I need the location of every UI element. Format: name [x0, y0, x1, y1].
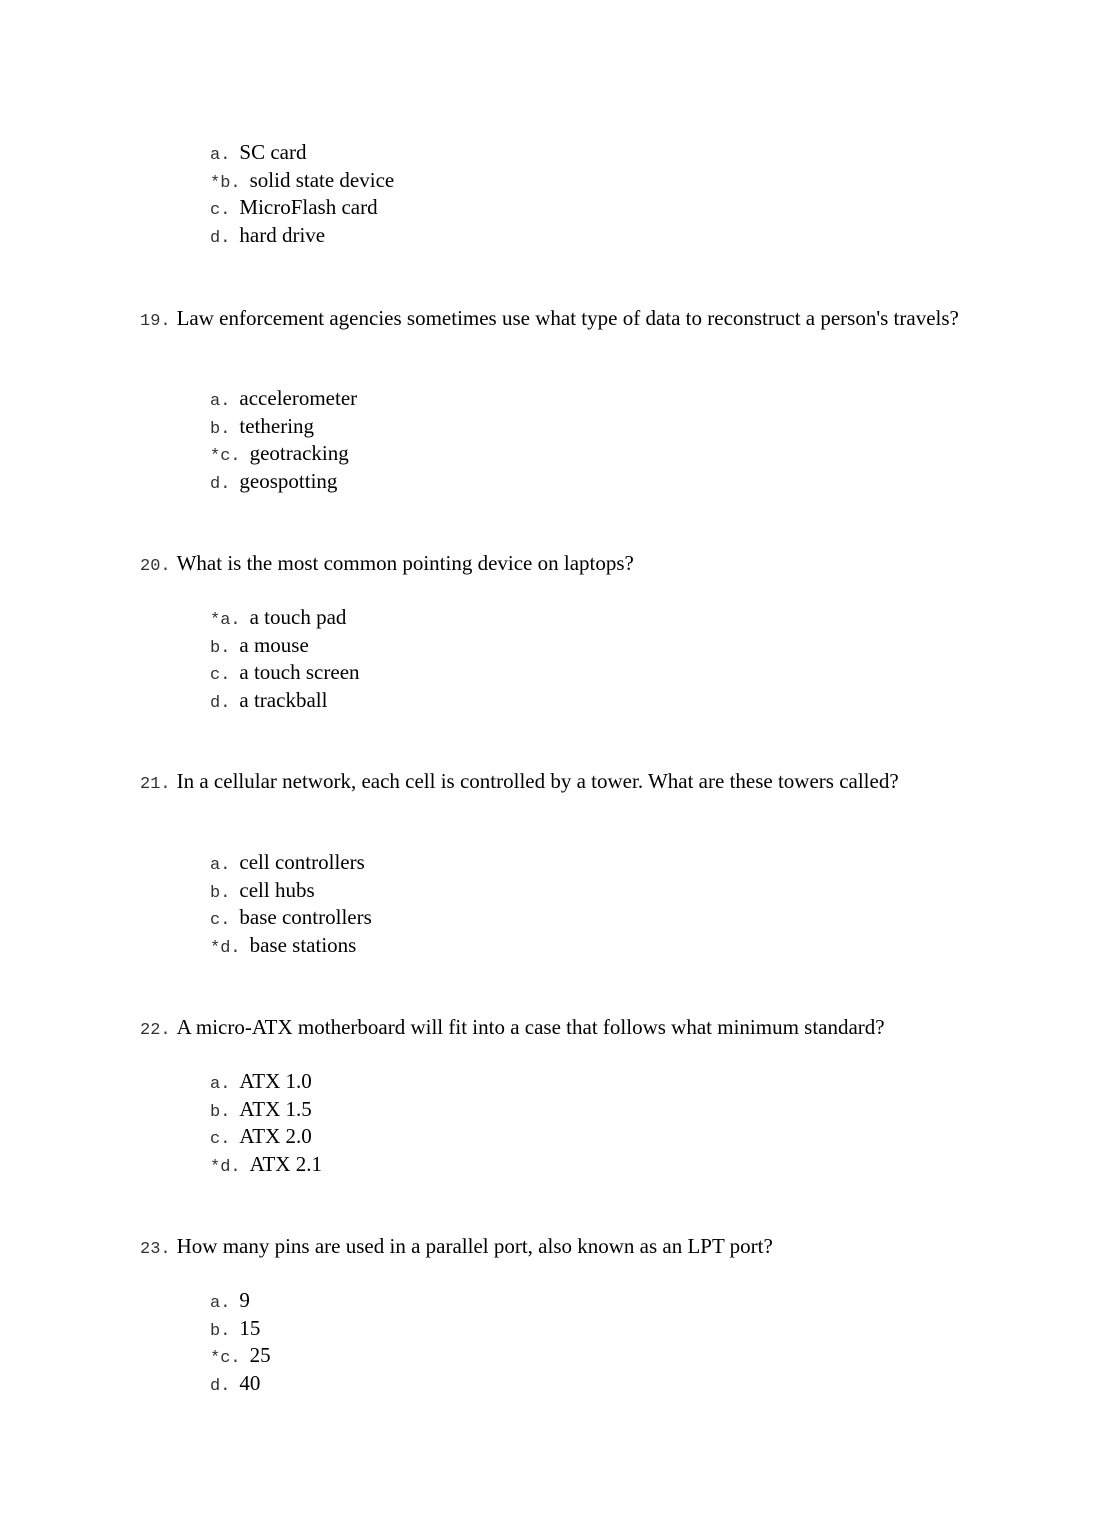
question-number: 21.	[140, 775, 171, 794]
option-text: a mouse	[239, 632, 309, 657]
option-letter: b.	[210, 419, 231, 439]
option-letter: d.	[210, 474, 231, 494]
option-text: geotracking	[249, 441, 349, 465]
question-text: A micro-ATX motherboard will fit into a case that follows what minimum standard?	[176, 1015, 885, 1039]
option-c-correct	[210, 440, 357, 468]
option-letter: c.	[210, 911, 231, 930]
question-number: 23.	[140, 1240, 171, 1259]
question-text: Law enforcement agencies sometimes use what type of data to reconstruct a person's travels?	[176, 306, 959, 330]
option-b	[210, 1096, 322, 1124]
question-19	[140, 305, 990, 335]
option-c	[210, 659, 360, 687]
option-letter: a.	[210, 1294, 231, 1313]
option-text: base controllers	[239, 905, 372, 929]
question-text: In a cellular network, each cell is controlled by a tower. What are these towers called?	[176, 769, 899, 793]
question-20-options	[210, 604, 360, 714]
option-letter: a.	[210, 392, 231, 411]
option-letter: *a.	[210, 611, 241, 630]
option-text: cell controllers	[239, 850, 365, 874]
option-c-correct	[210, 1342, 271, 1370]
option-letter: *d.	[210, 938, 241, 958]
option-a	[210, 1068, 322, 1096]
option-letter: b.	[210, 883, 231, 903]
option-d-correct	[210, 1151, 322, 1179]
option-a	[210, 139, 394, 167]
option-text: cell hubs	[239, 877, 315, 902]
option-letter: a.	[210, 1075, 231, 1094]
option-letter: d.	[210, 1376, 231, 1396]
option-a	[210, 385, 357, 413]
option-text: SC card	[239, 140, 307, 164]
option-c	[210, 1123, 322, 1151]
option-letter: *c.	[210, 1349, 241, 1368]
question-text: What is the most common pointing device on laptops?	[176, 551, 634, 575]
option-text: ATX 1.5	[239, 1096, 312, 1121]
option-d	[210, 1370, 271, 1398]
option-d	[210, 222, 394, 250]
option-d	[210, 468, 357, 496]
option-b	[210, 877, 372, 905]
option-letter: d.	[210, 228, 231, 248]
question-21	[140, 768, 990, 798]
option-c	[210, 194, 394, 222]
option-a	[210, 1287, 271, 1315]
option-text: solid state device	[249, 167, 395, 192]
option-text: 15	[239, 1315, 261, 1340]
question-23	[140, 1233, 990, 1263]
option-letter: *b.	[210, 173, 241, 193]
option-a-correct	[210, 604, 360, 632]
option-letter: a.	[210, 856, 231, 875]
question-22-options	[210, 1068, 322, 1178]
question-22	[140, 1014, 990, 1044]
option-c	[210, 904, 372, 932]
question-21-options	[210, 849, 372, 959]
question-19-options	[210, 385, 357, 495]
option-text: accelerometer	[239, 386, 358, 410]
option-d-correct	[210, 932, 372, 960]
option-letter: c.	[210, 666, 231, 685]
question-number: 22.	[140, 1021, 171, 1040]
option-letter: b.	[210, 1321, 231, 1341]
question-number: 19.	[140, 312, 171, 331]
option-b	[210, 413, 357, 441]
option-letter: c.	[210, 201, 231, 220]
option-text: 25	[249, 1343, 271, 1367]
option-b	[210, 1315, 271, 1343]
option-text: ATX 2.1	[249, 1151, 322, 1176]
option-text: base stations	[249, 932, 357, 957]
option-letter: a.	[210, 146, 231, 165]
option-text: 40	[239, 1370, 261, 1395]
question-number: 20.	[140, 557, 171, 576]
option-text: a trackball	[239, 687, 328, 712]
option-letter: d.	[210, 693, 231, 713]
option-text: tethering	[239, 413, 315, 438]
option-d	[210, 687, 360, 715]
option-text: ATX 1.0	[239, 1069, 312, 1093]
option-letter: b.	[210, 1102, 231, 1122]
option-letter: c.	[210, 1130, 231, 1149]
option-letter: *d.	[210, 1157, 241, 1177]
option-letter: *c.	[210, 447, 241, 466]
question-20	[140, 550, 990, 580]
option-text: a touch pad	[249, 605, 347, 629]
option-text: MicroFlash card	[239, 195, 378, 219]
option-text: a touch screen	[239, 660, 360, 684]
option-text: geospotting	[239, 468, 338, 493]
option-b	[210, 632, 360, 660]
option-text: ATX 2.0	[239, 1124, 312, 1148]
option-b-correct	[210, 167, 394, 195]
option-text: 9	[239, 1288, 250, 1312]
option-letter: b.	[210, 638, 231, 658]
prev-question-options	[210, 139, 394, 249]
option-text: hard drive	[239, 222, 326, 247]
option-a	[210, 849, 372, 877]
question-23-options	[210, 1287, 271, 1397]
question-text: How many pins are used in a parallel port, also known as an LPT port?	[176, 1234, 773, 1258]
